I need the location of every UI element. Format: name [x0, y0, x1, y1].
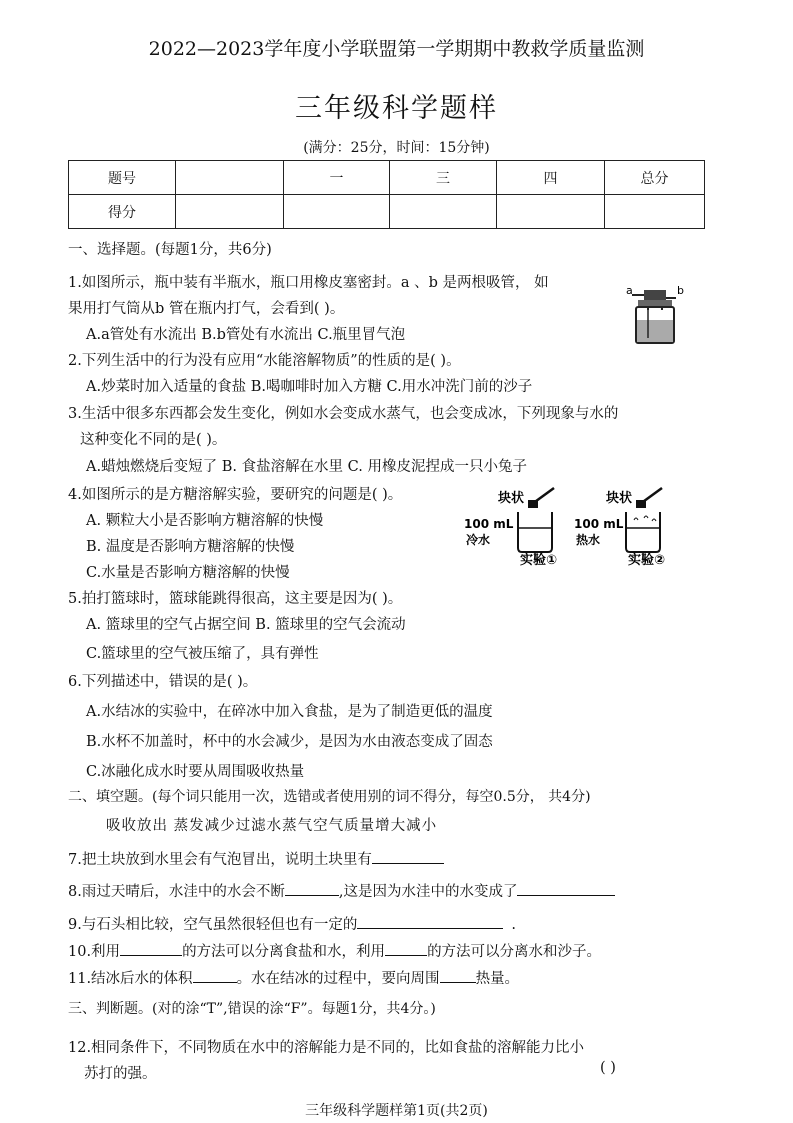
question-text: . — [511, 917, 516, 933]
figure-label: 100 mL — [464, 517, 514, 531]
table-cell: 总分 — [605, 161, 705, 195]
answer-blank[interactable] — [385, 941, 427, 956]
question-option: A.水结冰的实验中，在碎冰中加入食盐，是为了制造更低的温度 — [86, 704, 493, 720]
question-text: 果用打气筒从b 管在瓶内打气，会看到( )。 — [68, 301, 345, 317]
figure-label: 冷水 — [466, 533, 491, 547]
score-input-cell[interactable] — [605, 195, 705, 229]
question-text: 10.利用 — [68, 944, 121, 960]
figure-label: 块状 — [498, 491, 525, 506]
section-title: 三、判断题。(对的涂“T”,错误的涂“F”。每题1分，共4分。) — [68, 1001, 436, 1017]
question-text: 这种变化不同的是( )。 — [80, 432, 227, 448]
answer-blank[interactable] — [440, 968, 476, 983]
fill-question — [68, 848, 444, 869]
question-option: C.冰融化成水时要从周围吸收热量 — [86, 764, 305, 780]
question-text: 12.相同条件下，不同物质在水中的溶解能力是不同的，比如食盐的溶解能力比小 — [68, 1040, 585, 1056]
question-text: 7.把土块放到水里会有气泡冒出，说明土块里有 — [68, 852, 372, 868]
question-option: B.水杯不加盖时，杯中的水会减少，是因为水由液态变成了固态 — [86, 734, 493, 750]
table-cell: 一 — [284, 161, 390, 195]
figure-label: 块状 — [606, 491, 633, 506]
table-cell: 题号 — [69, 161, 176, 195]
page-title: 三年级科学题样 — [295, 93, 498, 124]
question-text: 的方法可以分离食盐和水，利用 — [182, 944, 386, 960]
question-option: B. 温度是否影响方糖溶解的快慢 — [86, 539, 295, 555]
section-title: 二、填空题。(每个词只能用一次，选错或者使用别的词不得分，每空0.5分， 共4分) — [68, 789, 591, 805]
question-options: A.蜡烛燃烧后变短了 B. 食盐溶解在水里 C. 用橡皮泥捏成一只小兔子 — [86, 459, 527, 475]
score-table — [68, 160, 705, 229]
word-bank: 吸收放出 蒸发减少过滤水蒸气空气质量增大减小 — [106, 818, 438, 834]
question-option: C.篮球里的空气被压缩了，具有弹性 — [86, 646, 319, 662]
score-input-cell[interactable] — [284, 195, 390, 229]
exam-meta: (满分：25分，时间：15分钟) — [303, 140, 490, 156]
figure-label: 实验① — [520, 553, 558, 568]
question-option: A. 颗粒大小是否影响方糖溶解的快慢 — [86, 513, 324, 529]
figure-label: 实验② — [628, 553, 666, 568]
question-text: 11.结冰后水的体积 — [68, 971, 193, 987]
sugar-experiment-figure — [462, 482, 692, 568]
fill-question — [68, 880, 615, 901]
fill-question — [68, 940, 601, 961]
question-text: 8.雨过天晴后，水洼中的水会不断 — [68, 884, 285, 900]
question-text: 1.如图所示，瓶中装有半瓶水，瓶口用橡皮塞密封。a 、b 是两根吸管， 如 — [68, 275, 549, 291]
score-input-cell[interactable] — [497, 195, 605, 229]
bottle-figure — [624, 280, 686, 346]
question-options: A.a管处有水流出 B.b管处有水流出 C.瓶里冒气泡 — [86, 327, 406, 343]
question-text: 热量。 — [475, 971, 520, 987]
fill-question — [68, 913, 516, 934]
answer-blank[interactable] — [372, 849, 444, 864]
question-text: 3.生活中很多东西都会发生变化，例如水会变成水蒸气，也会变成冰，下列现象与水的 — [68, 406, 619, 422]
question-option: C.水量是否影响方糖溶解的快慢 — [86, 565, 290, 581]
score-input-cell[interactable] — [390, 195, 497, 229]
answer-blank[interactable] — [517, 881, 615, 896]
figure-label: a — [626, 284, 633, 297]
figure-label: b — [677, 284, 684, 297]
figure-label: 100 mL — [574, 517, 624, 531]
answer-parentheses[interactable]: ( ) — [600, 1060, 616, 1076]
fill-question — [68, 967, 519, 988]
question-text: 2.下列生活中的行为没有应用“水能溶解物质”的性质的是( )。 — [68, 353, 461, 369]
exam-header: 2022—2023学年度小学联盟第一学期期中教救学质量监测 — [148, 38, 645, 60]
table-cell: 四 — [497, 161, 605, 195]
table-cell — [176, 161, 284, 195]
question-text: ,这是因为水洼中的水变成了 — [338, 884, 518, 900]
page-footer: 三年级科学题样第1页(共2页) — [305, 1103, 488, 1119]
table-cell: 得分 — [69, 195, 176, 229]
answer-blank[interactable] — [357, 914, 503, 929]
question-option: A. 篮球里的空气占据空间 B. 篮球里的空气会流动 — [86, 617, 406, 633]
score-input-cell[interactable] — [176, 195, 284, 229]
table-cell: 三 — [390, 161, 497, 195]
table-row — [69, 161, 705, 195]
question-text: 5.拍打篮球时，篮球能跳得很高，这主要是因为( )。 — [68, 591, 403, 607]
table-row — [69, 195, 705, 229]
section-title: 一、选择题。(每题1分，共6分) — [68, 242, 272, 258]
question-text: 9.与石头相比较，空气虽然很轻但也有一定的 — [68, 917, 358, 933]
question-text: 6.下列描述中，错误的是( )。 — [68, 674, 258, 690]
answer-blank[interactable] — [285, 881, 339, 896]
question-text: 苏打的强。 — [84, 1066, 157, 1082]
answer-blank[interactable] — [120, 941, 182, 956]
answer-blank[interactable] — [193, 968, 237, 983]
question-options: A.炒菜时加入适量的食盐 B.喝咖啡时加入方糖 C.用水冲洗门前的沙子 — [86, 379, 533, 395]
question-text: 的方法可以分离水和沙子。 — [427, 944, 602, 960]
figure-label: 热水 — [576, 533, 601, 547]
question-text: 。水在结冰的过程中，要向周围 — [236, 971, 440, 987]
question-text: 4.如图所示的是方糖溶解实验，要研究的问题是( )。 — [68, 487, 403, 503]
